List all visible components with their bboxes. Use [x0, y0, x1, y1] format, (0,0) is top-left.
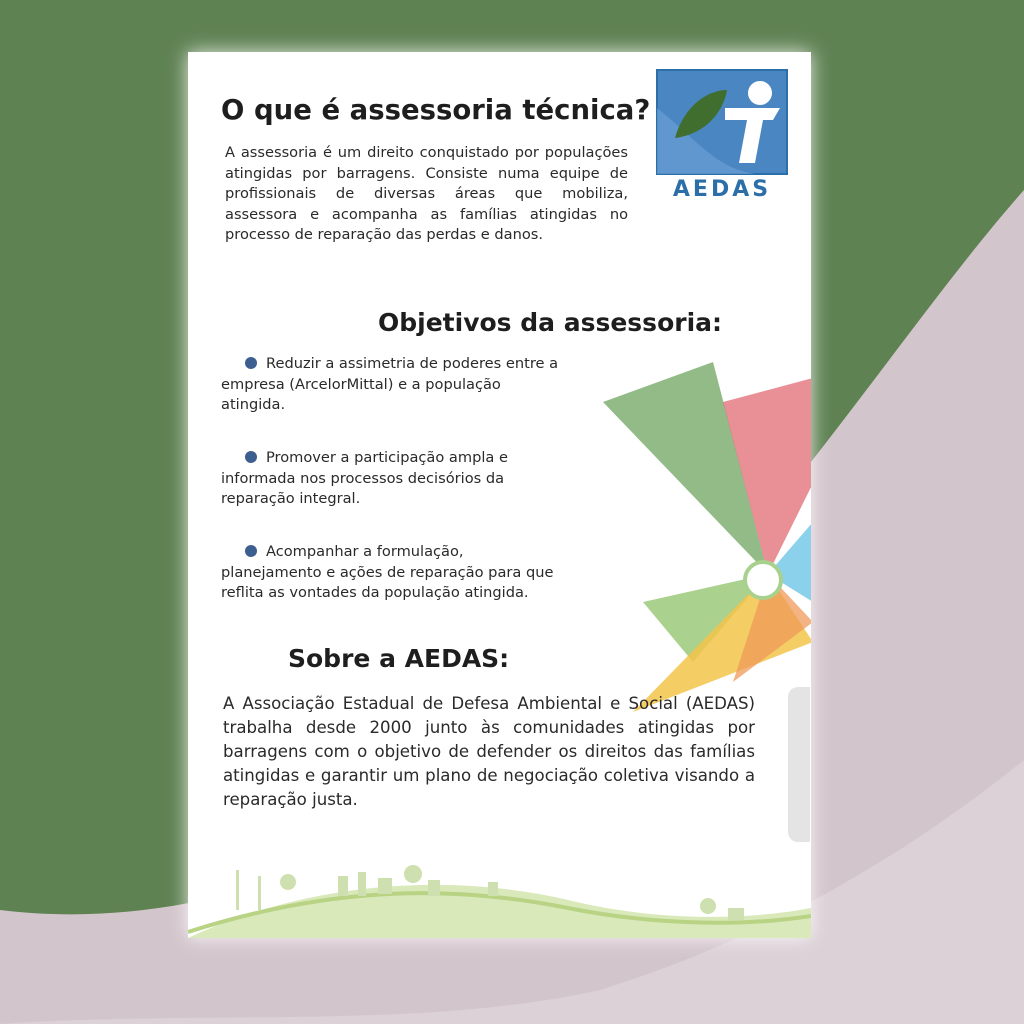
- objective-text: Promover a participação ampla e informada nos processos decisórios da reparação integral.: [221, 449, 508, 507]
- objective-item: [221, 542, 566, 604]
- objective-text: Acompanhar a formulação, planejamento e ações de reparação para que reflita as vontades da população atingida.: [221, 543, 554, 601]
- bullet-dot-icon: [245, 357, 257, 369]
- about-paragraph: A Associação Estadual de Defesa Ambiental e Social (AEDAS) trabalha desde 2000 junto às comunidades atingidas por barragens com o objetivo de defender os direitos das famílias atingidas e garantir um plano de negociação coletiva visando a reparação justa.: [223, 694, 755, 809]
- side-decoration: [788, 687, 810, 842]
- page-title: O que é assessoria técnica?: [221, 94, 651, 126]
- objective-item: [221, 448, 566, 510]
- intro-paragraph: A assessoria é um direito conquistado por populações atingidas por barragens. Consiste numa equipe de profissionais de diversas áreas que mobiliza, assessora e acompanha as famílias atingidas no processo de reparação das perdas e danos.: [225, 144, 628, 243]
- bullet-dot-icon: [245, 451, 257, 463]
- objective-item: [221, 354, 566, 416]
- objectives-title: Objetivos da assessoria:: [378, 308, 723, 337]
- aedas-logo: [655, 68, 789, 202]
- flyer-sheet: [188, 52, 811, 938]
- landscape-silhouette-icon: [188, 842, 811, 938]
- objective-text: Reduzir a assimetria de poderes entre a empresa (ArcelorMittal) e a população atingida.: [221, 355, 559, 413]
- logo-text: AEDAS: [672, 177, 772, 202]
- bullet-dot-icon: [245, 545, 257, 557]
- about-title: Sobre a AEDAS:: [288, 644, 510, 673]
- pinwheel-icon: [573, 342, 811, 722]
